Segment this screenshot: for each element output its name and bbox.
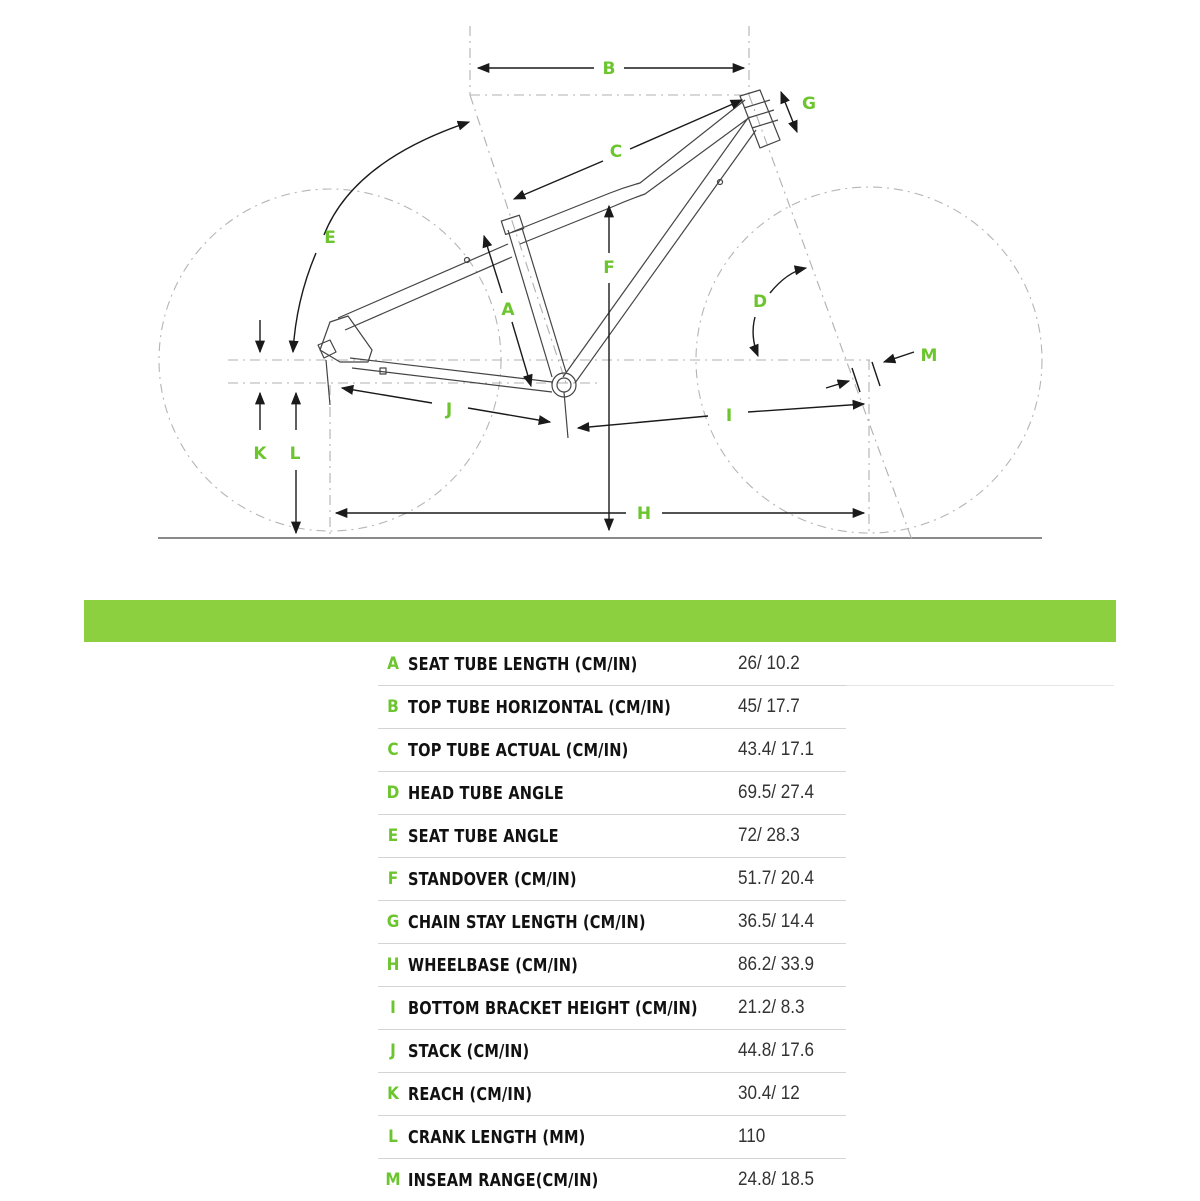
table-row — [378, 772, 846, 815]
row-value: 44.8/ 17.6 — [738, 1040, 815, 1061]
row-value: 36.5/ 14.4 — [738, 911, 815, 932]
diagram-label-g: G — [802, 94, 816, 114]
diagram-label-k: K — [253, 444, 267, 464]
diagram-label-f: F — [603, 258, 615, 278]
row-value: 72/ 28.3 — [738, 825, 800, 846]
row-label: INSEAM RANGE(CM/IN) — [408, 1169, 599, 1191]
table-row — [378, 1116, 846, 1159]
row-label: STANDOVER (CM/IN) — [408, 868, 577, 890]
row-value: 69.5/ 27.4 — [738, 782, 815, 803]
table-row — [378, 987, 846, 1030]
row-code: J — [390, 1041, 396, 1061]
diagram-label-i: I — [725, 406, 733, 426]
row-value: 30.4/ 12 — [738, 1083, 800, 1104]
row-code: L — [388, 1127, 398, 1147]
diagram-label-j: J — [445, 400, 453, 420]
row-code: K — [387, 1084, 399, 1104]
diagram-label-m: M — [920, 346, 938, 366]
diagram-label-l: L — [289, 444, 301, 464]
row-label: HEAD TUBE ANGLE — [408, 782, 564, 804]
row-label: WHEELBASE (CM/IN) — [408, 954, 578, 976]
row-code: M — [385, 1170, 401, 1190]
diagram-label-c: C — [609, 142, 623, 162]
row-code: F — [387, 869, 399, 889]
diagram-label-a: A — [501, 300, 515, 320]
table-row — [378, 729, 846, 772]
dimension-arrows — [260, 68, 914, 533]
row-value: 43.4/ 17.1 — [738, 739, 815, 760]
table-row — [378, 901, 846, 944]
row-value: 51.7/ 20.4 — [738, 868, 815, 889]
table-header-bar — [84, 600, 1116, 642]
row-label: BOTTOM BRACKET HEIGHT (CM/IN) — [408, 997, 698, 1019]
row-value: 21.2/ 8.3 — [738, 997, 805, 1018]
row-label: SEAT TUBE LENGTH (CM/IN) — [408, 653, 638, 675]
diagram-label-h: H — [636, 504, 652, 524]
geometry-table — [378, 643, 846, 1201]
row-label: CHAIN STAY LENGTH (CM/IN) — [408, 911, 646, 933]
row-label: TOP TUBE HORIZONTAL (CM/IN) — [408, 696, 672, 718]
row-code: G — [386, 912, 400, 932]
row-label: SEAT TUBE ANGLE — [408, 825, 559, 847]
row-label: STACK (CM/IN) — [408, 1040, 530, 1062]
row-code: B — [387, 697, 399, 717]
row-value: 26/ 10.2 — [738, 653, 800, 674]
row-code: A — [387, 654, 399, 674]
row-label: REACH (CM/IN) — [408, 1083, 533, 1105]
row-value: 45/ 17.7 — [738, 696, 800, 717]
row-label: CRANK LENGTH (MM) — [408, 1126, 586, 1148]
table-row — [378, 1073, 846, 1116]
diagram-label-d: D — [752, 292, 768, 312]
row-code: C — [387, 740, 399, 760]
row-value: 110 — [738, 1126, 766, 1147]
row-value: 24.8/ 18.5 — [738, 1169, 815, 1190]
table-row — [378, 1030, 846, 1073]
table-row — [378, 1159, 846, 1201]
table-row — [378, 858, 846, 901]
table-row — [378, 686, 846, 729]
table-row — [378, 944, 846, 987]
row-value: 86.2/ 33.9 — [738, 954, 815, 975]
row-code: D — [386, 783, 400, 803]
row-label: TOP TUBE ACTUAL (CM/IN) — [408, 739, 629, 761]
bike-geometry-diagram — [0, 0, 1200, 560]
table-row — [378, 815, 846, 858]
row-code: H — [386, 955, 400, 975]
row-code: E — [387, 826, 399, 846]
bike-frame — [318, 90, 780, 438]
row-code: I — [390, 998, 396, 1018]
diagram-label-b: B — [602, 59, 616, 79]
table-row — [378, 643, 846, 686]
diagram-label-e: E — [324, 228, 336, 248]
